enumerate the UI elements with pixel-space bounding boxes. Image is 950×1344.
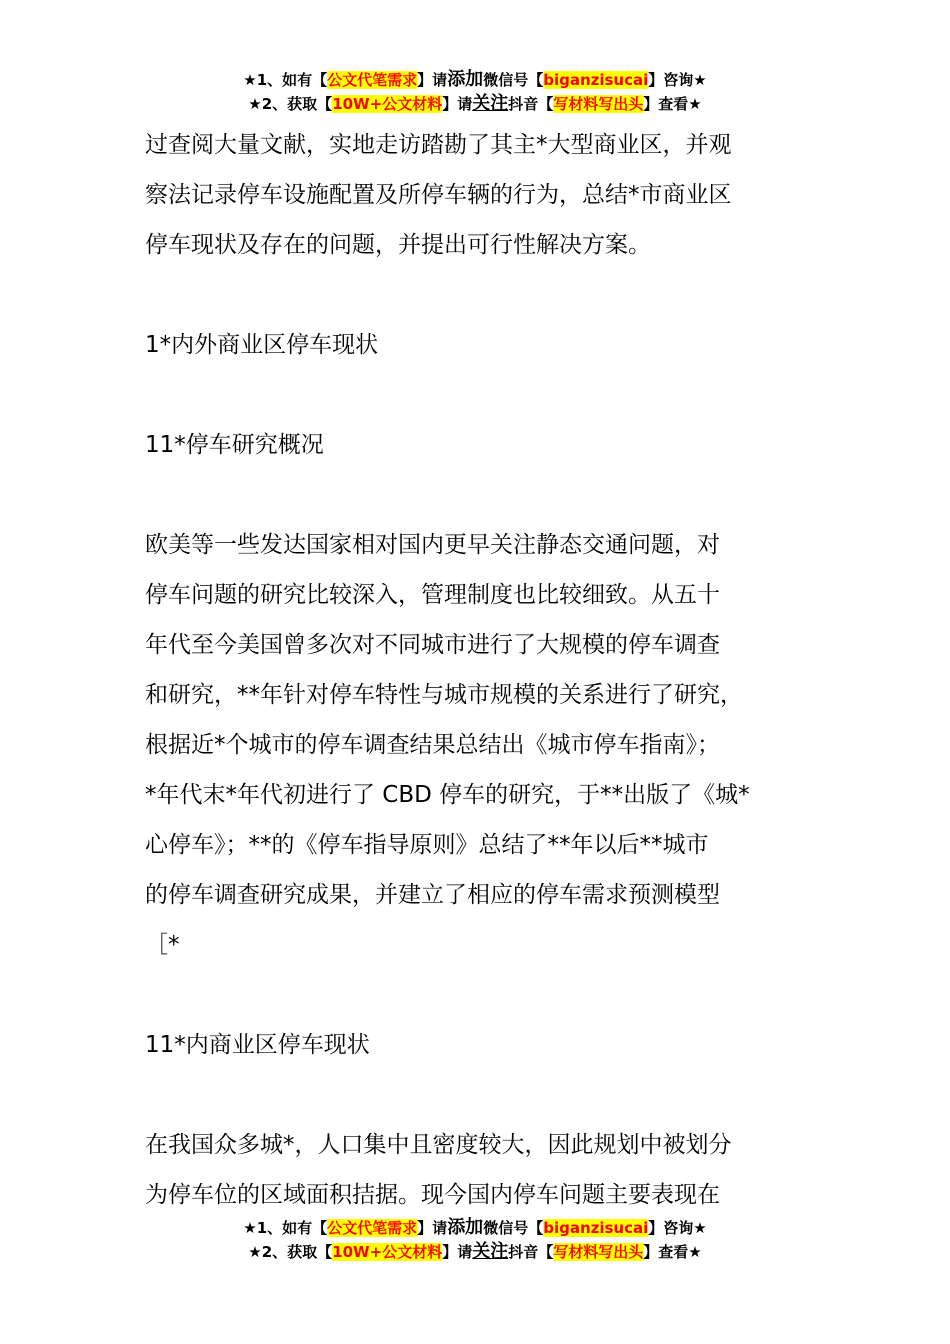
- banner-highlight: 公文代笔需求: [327, 71, 418, 89]
- text-line: *年代末*年代初进行了 CBD 停车的研究，于**出版了《城*: [145, 782, 750, 808]
- banner-douyin-id: 写材料写出头: [553, 95, 644, 113]
- document-body: [145, 120, 845, 1220]
- banner-line-2: [0, 92, 950, 116]
- text-line: 根据近*个城市的停车调查结果总结出《城市停车指南》；: [145, 732, 720, 758]
- top-banner: [0, 68, 950, 116]
- text-line: 的停车调查研究成果，并建立了相应的停车需求预测模型: [145, 882, 720, 908]
- text-line: 年代至今美国曾多次对不同城市进行了大规模的停车调查: [145, 632, 720, 658]
- banner-text: 】请: [442, 95, 473, 113]
- section-heading-1-1: 11*停车研究概况: [145, 432, 324, 458]
- text-line: 停车现状及存在的问题，并提出可行性解决方案。: [145, 232, 651, 258]
- banner-text: 抖音【: [508, 95, 554, 113]
- banner-highlight: 公文代笔需求: [327, 1219, 418, 1237]
- text-line: 和研究，**年针对停车特性与城市规模的关系进行了研究，: [145, 682, 743, 708]
- banner-text: 】请: [442, 1243, 473, 1261]
- paragraph-1: [145, 120, 845, 270]
- paragraph-3: [145, 1120, 845, 1220]
- section-heading-1-2: 11*内商业区停车现状: [145, 1032, 370, 1058]
- paragraph-2: [145, 520, 845, 970]
- banner-line-2: [0, 1240, 950, 1264]
- text-line: 欧美等一些发达国家相对国内更早关注静态交通问题，对: [145, 532, 720, 558]
- banner-text: 】查看★: [643, 95, 702, 113]
- banner-text: ★1、如有【: [243, 71, 328, 89]
- banner-emphasis: 添加: [447, 69, 484, 90]
- banner-text: 微信号【: [483, 1219, 544, 1237]
- text-line: 在我国众多城*，人口集中且密度较大，因此规划中被划分: [145, 1132, 732, 1158]
- banner-text: ★2、获取【: [248, 95, 333, 113]
- banner-line-1: [0, 68, 950, 92]
- banner-text: 】查看★: [643, 1243, 702, 1261]
- banner-highlight: 10W+公文材料: [332, 1243, 443, 1261]
- banner-emphasis: 关注: [472, 1241, 509, 1262]
- banner-highlight: 10W+公文材料: [332, 95, 443, 113]
- banner-line-1: [0, 1216, 950, 1240]
- banner-text: 】咨询★: [648, 71, 707, 89]
- banner-text: 】咨询★: [648, 1219, 707, 1237]
- banner-douyin-id: 写材料写出头: [553, 1243, 644, 1261]
- text-line: 心停车》；**的《停车指导原则》总结了**年以后**城市: [145, 832, 709, 858]
- text-line: 过查阅大量文献，实地走访踏勘了其主*大型商业区，并观: [145, 132, 732, 158]
- bottom-banner: [0, 1216, 950, 1264]
- text-line: ［*: [145, 932, 180, 958]
- text-line: 察法记录停车设施配置及所停车辆的行为，总结*市商业区: [145, 182, 732, 208]
- banner-emphasis: 关注: [472, 93, 509, 114]
- banner-text: ★1、如有【: [243, 1219, 328, 1237]
- text-line: 为停车位的区域面积拮据。现今国内停车问题主要表现在: [145, 1182, 720, 1208]
- text-line: 停车问题的研究比较深入，管理制度也比较细致。从五十: [145, 582, 720, 608]
- banner-text: 抖音【: [508, 1243, 554, 1261]
- banner-wechat-id: biganzisucai: [543, 71, 649, 89]
- banner-wechat-id: biganzisucai: [543, 1219, 649, 1237]
- banner-text: 微信号【: [483, 71, 544, 89]
- banner-text: 】请: [417, 1219, 448, 1237]
- section-heading-1: 1*内外商业区停车现状: [145, 332, 379, 358]
- banner-text: ★2、获取【: [248, 1243, 333, 1261]
- banner-text: 】请: [417, 71, 448, 89]
- banner-emphasis: 添加: [447, 1217, 484, 1238]
